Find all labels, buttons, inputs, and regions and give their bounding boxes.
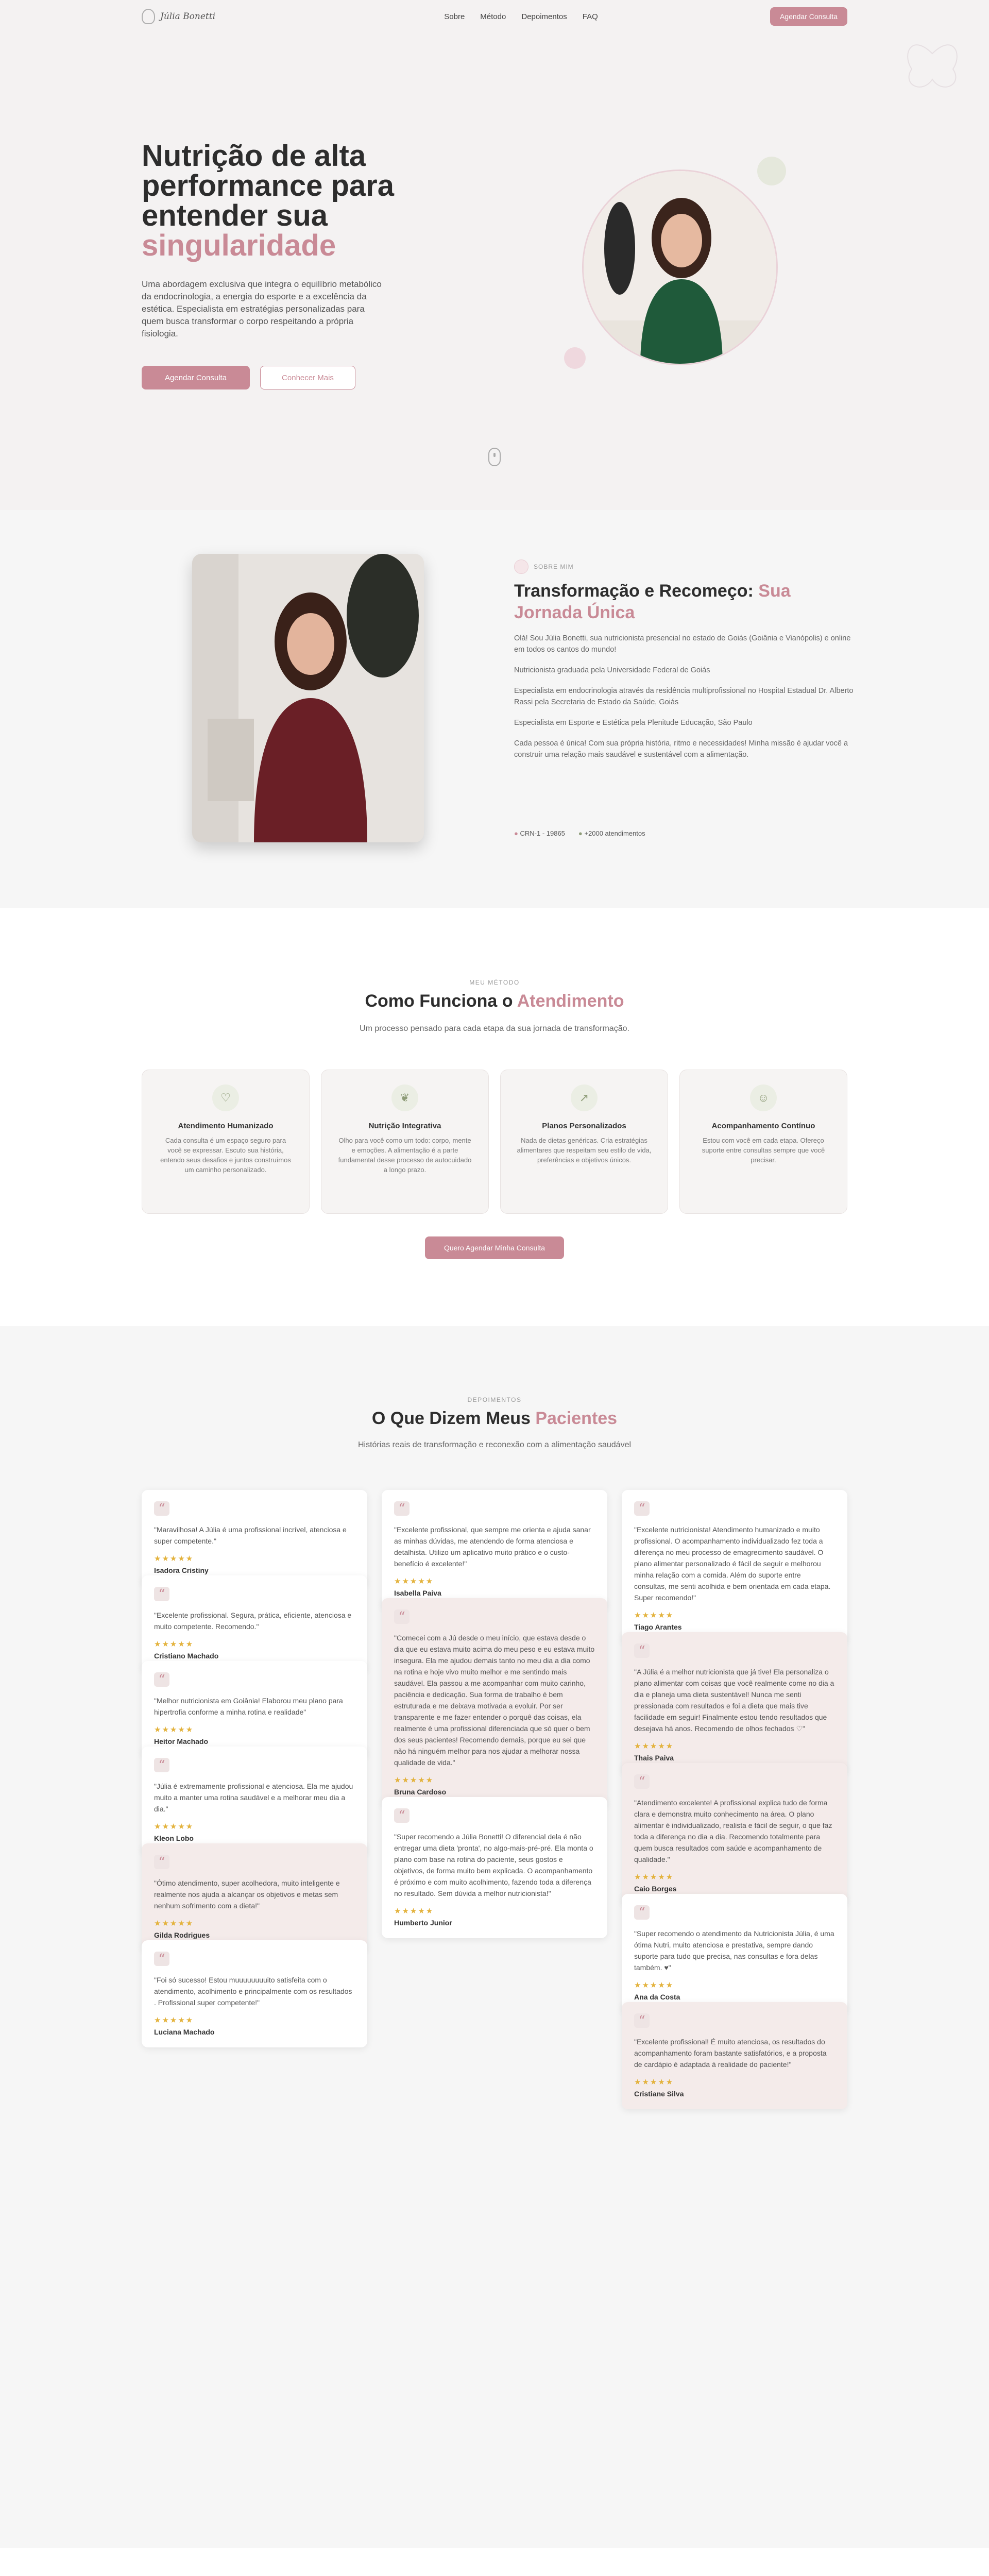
rating-stars: ★★★★★	[394, 1907, 434, 1916]
testimonial-card	[382, 1797, 607, 1938]
method-kicker: MEU MÉTODO	[469, 979, 520, 986]
testimonial-text: "Excelente profissional. Segura, prática, eficiente, atenciosa e muito competente. Recomendo."	[154, 1611, 352, 1631]
testimonial-author: Ana da Costa	[634, 1993, 680, 2001]
testimonial-card	[622, 1763, 847, 1904]
nav-cta-button[interactable]: Agendar Consulta	[770, 7, 847, 26]
nav-link-depoimentos[interactable]: Depoimentos	[521, 12, 567, 21]
testimonial-text: "Super recomendo a Júlia Bonetti! O diferencial dela é não entregar uma dieta 'pronta', no algo-mais-pré-pré. Ela monta o plano com base na rotina do paciente, seus gostos e objetivos, de forma muito bem explicada. O acompanhamento é próximo e com muito acolhimento, fazendo toda a diferença no resultado. Sem dúvida a melhor nutricionista!"	[394, 1833, 593, 1897]
testimonials-subtitle: Histórias reais de transformação e reconexão com a alimentação saudável	[357, 1440, 632, 1449]
rating-stars: ★★★★★	[634, 1611, 674, 1620]
quote-icon: “	[634, 1501, 650, 1516]
rating-stars: ★★★★★	[634, 1873, 674, 1882]
about-text: Olá! Sou Júlia Bonetti, sua nutricionista presencial no estado de Goiás (Goiânia e Vianópolis) e online em todos os cantos do mundo! Nutricionista graduada pela Universidade Federal de Goiás Especialista em endocrinologia através da residência multiprofissional no Hospital Estadual Dr. Alberto Rassi pela Secretaria de Estado da Saúde, Goiás Especialista em Esporte e Estética pela Plenitude Educação, São Paulo Cada pessoa é única! Com sua própria história, ritmo e necessidades! Minha missão é ajudar você a construir uma relação mais saudável e sustentável com a alimentação.	[514, 634, 854, 759]
method-card: ↗ Planos Personalizados Nada de dietas genéricas. Cria estratégias alimentares que respeitam seu estilo de vida, preferências e objetivos únicos.	[500, 1070, 668, 1214]
testimonial-text: "Excelente profissional, que sempre me orienta e ajuda sanar as minhas dúvidas, me atendendo de forma atenciosa e detalhista. Utilizo um aplicativo muito prático e o custo-benefício é excelente!"	[394, 1526, 591, 1568]
testimonial-author: Caio Borges	[634, 1885, 677, 1893]
rating-stars: ★★★★★	[154, 2016, 194, 2025]
hero-text: Uma abordagem exclusiva que integra o equilíbrio metabólico da endocrinologia, a energia do esporte e a excelência da estética. Especialista em estratégias personalizadas para quem busca transformar o corpo respeitando a própria fisiologia.	[142, 279, 382, 338]
quote-icon: “	[634, 1774, 650, 1789]
testimonial-text: "Excelente profissional! É muito atenciosa, os resultados do acompanhamento foram bastante satisfatórios, e a proposta de cardápio é adaptada à realidade do paciente!"	[634, 2038, 827, 2069]
about-title: Transformação e Recomeço: Sua Jornada Única	[514, 581, 791, 622]
rating-stars: ★★★★★	[634, 2078, 674, 2087]
testimonial-text: "Júlia é extremamente profissional e atenciosa. Ela me ajudou muito a manter uma rotina saudável e a melhorar meu dia a dia."	[154, 1782, 353, 1813]
testimonials-section	[0, 1326, 989, 2548]
quote-icon: “	[634, 1905, 650, 1920]
testimonial-author: Gilda Rodrigues	[154, 1931, 210, 1939]
quote-icon: “	[394, 1501, 410, 1516]
rating-stars: ★★★★★	[154, 1554, 194, 1563]
rating-stars: ★★★★★	[154, 1919, 194, 1928]
hero-section	[0, 33, 989, 510]
nav-link-faq[interactable]: FAQ	[582, 12, 598, 21]
users-icon: ☺	[750, 1084, 777, 1111]
about-photo-image	[192, 554, 424, 842]
testimonial-author: Heitor Machado	[154, 1737, 209, 1745]
method-card: ♡ Atendimento Humanizado Cada consulta é um espaço seguro para você se expressar. Escuto sua história, entendo seus desafios e juntos construímos um caminho personalizado.	[142, 1070, 310, 1214]
credential-count: ● +2000 atendimentos	[578, 829, 645, 837]
testimonial-author: Luciana Machado	[154, 2028, 215, 2036]
testimonial-author: Isabella Paiva	[394, 1589, 441, 1597]
quote-icon: “	[634, 2013, 650, 2028]
credential-crn: ● CRN-1 - 19865	[514, 829, 565, 837]
testimonial-card	[622, 1894, 847, 2012]
top-nav	[0, 0, 989, 33]
faq-section	[0, 2548, 989, 2576]
hero-cta-button[interactable]: Agendar Consulta	[142, 366, 250, 389]
testimonial-card	[382, 1598, 607, 1807]
testimonial-card	[382, 1490, 607, 1608]
method-cta-button[interactable]: Quero Agendar Minha Consulta	[425, 1236, 564, 1259]
quote-icon: “	[154, 1501, 169, 1516]
butterfly-icon	[896, 33, 968, 121]
scroll-indicator-icon[interactable]	[488, 448, 501, 466]
testimonial-card	[142, 1661, 367, 1757]
decor-circle	[564, 347, 586, 369]
rating-stars: ★★★★★	[154, 1640, 194, 1649]
method-title: Como Funciona o Atendimento	[365, 991, 624, 1011]
testimonial-text: "Maravilhosa! A Júlia é uma profissional incrível, atenciosa e super competente."	[154, 1526, 347, 1545]
method-card: ☺ Acompanhamento Contínuo Estou com você em cada etapa. Ofereço suporte entre consultas sempre que você precisar.	[679, 1070, 847, 1214]
testimonial-author: Cristiano Machado	[154, 1652, 219, 1660]
logo[interactable]	[142, 9, 215, 24]
testimonial-author: Cristiane Silva	[634, 2090, 684, 2098]
hero-portrait	[582, 170, 778, 365]
nav-menu	[444, 12, 598, 21]
decor-circle	[757, 157, 786, 185]
testimonial-text: "Comecei com a Jú desde o meu início, que estava desde o dia que eu estava muito acima do meu peso e eu estava muito insegura. Ela me ajudou demais tanto no meu dia a dia como na rotina e hoje vivo muito melhor e me sentindo mais saudável. Ela passou a me acompanhar com muito carinho, paciência e dedicação. Sua forma de trabalho é bem estruturada e me deixava motivada a evoluir. Por ser transparente e me fazer entender o porquê das coisas, ela realmente é uma profissional diferenciada que só quer o bem dos seus pacientes! Recomendo demais, porque eu sei que não há ninguém melhor para nos ajudar a melhorar nossa qualidade de vida."	[394, 1634, 595, 1767]
testimonial-author: Isadora Cristiny	[154, 1566, 209, 1574]
testimonial-author: Bruna Cardoso	[394, 1788, 447, 1796]
quote-icon: “	[154, 1672, 169, 1687]
testimonial-card	[622, 1632, 847, 1773]
quote-icon: “	[154, 1855, 169, 1869]
quote-icon: “	[634, 1643, 650, 1658]
about-kicker: SOBRE MIM	[514, 560, 574, 574]
testimonial-author: Kleon Lobo	[154, 1834, 194, 1842]
chart-icon: ↗	[571, 1084, 598, 1111]
quote-icon: “	[394, 1808, 410, 1823]
hero-title: Nutrição de alta performance para entender sua singularidade	[142, 139, 394, 262]
testimonial-text: "Excelente nutricionista! Atendimento humanizado e muito profissional. O acompanhamento individualizado fez toda a diferença no meu processo de emagrecimento saudável. O plano alimentar personalizado é fácil de seguir e melhorou minha relação com a comida. Além do suporte entre consultas, me senti acolhida e bem orientada em cada etapa. Super recomendo!"	[634, 1526, 831, 1602]
about-credentials	[514, 829, 645, 837]
testimonial-card	[142, 1747, 367, 1854]
testimonial-card	[622, 2002, 847, 2109]
testimonial-author: Tiago Arantes	[634, 1623, 682, 1631]
rating-stars: ★★★★★	[154, 1725, 194, 1734]
portrait-photo	[584, 171, 778, 365]
about-section	[0, 510, 989, 908]
method-subtitle: Um processo pensado para cada etapa da sua jornada de transformação.	[360, 1024, 629, 1033]
testimonial-card	[142, 1575, 367, 1671]
rating-stars: ★★★★★	[634, 1742, 674, 1751]
testimonial-text: "Atendimento excelente! A profissional explica tudo de forma clara e demonstra muito conhecimento na área. O plano alimentar é individualizado, realista e fácil de seguir, o que faz toda a diferença no dia a dia. Recomendo totalmente para quem busca resultados com saúde e acompanhamento de qualidade."	[634, 1799, 832, 1863]
method-card: ❦ Nutrição Integrativa Olho para você como um todo: corpo, mente e emoções. A alimentação é a parte fundamental desse processo de autocuidado a longo prazo.	[321, 1070, 489, 1214]
testimonial-text: "Ótimo atendimento, super acolhedora, muito inteligente e realmente nos ajuda a alcançar os objetivos e metas sem nenhum sofrimento com a dieta!"	[154, 1879, 340, 1910]
testimonial-text: "A Júlia é a melhor nutricionista que já tive! Ela personaliza o plano alimentar com coisas que você realmente come no dia a dia e planeja uma dieta sustentável! Nunca me senti pressionada com resultados e foi a dieta que mais tive facilidade em seguir! Finalmente estou tendo resultados que desejava há anos. Recomendo de olhos fechados ♡"	[634, 1668, 834, 1733]
hero-more-button[interactable]: Conhecer Mais	[260, 366, 355, 389]
quote-icon: “	[154, 1758, 169, 1772]
testimonials-title: O Que Dizem Meus Pacientes	[371, 1409, 618, 1428]
logo-text: Júlia Bonetti	[160, 11, 216, 22]
about-photo	[192, 554, 424, 842]
leaf-icon: ❦	[391, 1084, 418, 1111]
rating-stars: ★★★★★	[394, 1776, 434, 1785]
heart-icon: ♡	[212, 1084, 239, 1111]
testimonial-card	[622, 1490, 847, 1642]
method-section	[0, 908, 989, 1326]
quote-icon: “	[394, 1609, 410, 1624]
testimonial-card	[142, 1940, 367, 2047]
testimonials-kicker: DEPOIMENTOS	[467, 1396, 522, 1403]
testimonial-text: "Super recomendo o atendimento da Nutricionista Júlia, é uma ótima Nutri, muito atenciosa e prestativa, sempre dando suporte para tudo que precisa, nas consultas e fora delas também. ♥"	[634, 1929, 834, 1972]
testimonial-author: Thais Paiva	[634, 1754, 674, 1762]
quote-icon: “	[154, 1952, 169, 1966]
testimonial-card	[142, 1490, 367, 1586]
logo-mark-icon	[142, 9, 155, 24]
kicker-icon	[514, 560, 528, 574]
nav-link-metodo[interactable]: Método	[480, 12, 506, 21]
rating-stars: ★★★★★	[634, 1981, 674, 1990]
testimonial-card	[142, 1843, 367, 1951]
quote-icon: “	[154, 1587, 169, 1601]
testimonial-author: Humberto Junior	[394, 1919, 452, 1927]
rating-stars: ★★★★★	[154, 1822, 194, 1831]
rating-stars: ★★★★★	[394, 1577, 434, 1586]
testimonial-text: "Foi só sucesso! Estou muuuuuuuuito satisfeita com o atendimento, acolhimento e principalmente com os resultados . Profissional super competente!"	[154, 1976, 352, 2007]
nav-link-sobre[interactable]: Sobre	[444, 12, 465, 21]
testimonial-text: "Melhor nutricionista em Goiânia! Elaborou meu plano para hipertrofia conforme a minha rotina e realidade"	[154, 1697, 343, 1716]
